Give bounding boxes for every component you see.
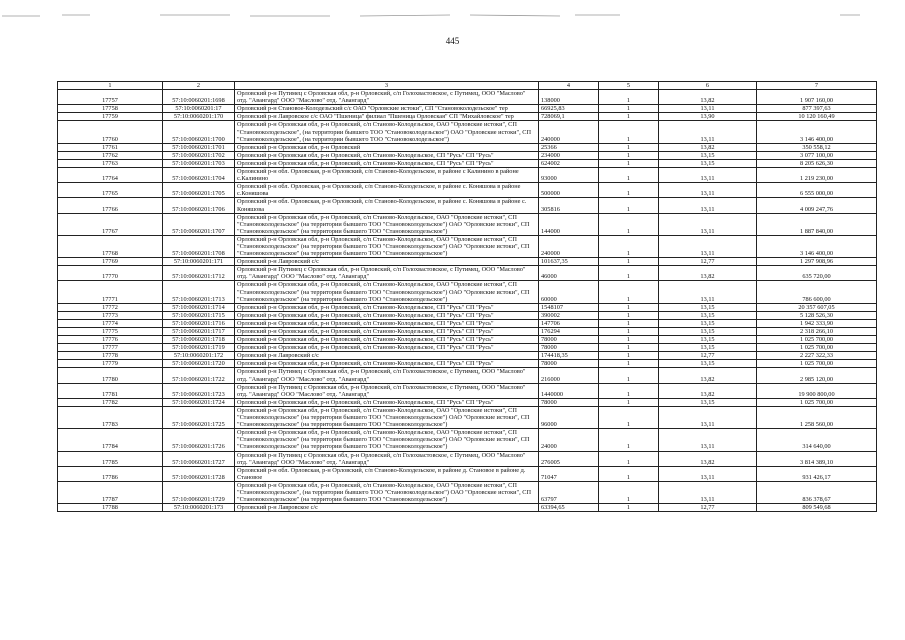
location-description: Орловский р-н Орловская обл, р-н Орловский, с/п Станово-Колодезьское, СП "Русь" СП "Русь" bbox=[235, 303, 539, 311]
cadastral-number: 57:10:0060201:1700 bbox=[163, 121, 235, 143]
cadastral-value: 4 009 247,76 bbox=[757, 198, 877, 213]
rate-value: 13,11 bbox=[659, 121, 757, 143]
location-description: Орловский р-н Орловская обл, р-н Орловский, с/п Станово-Колодезьское, ОАО "Орловские истоки", СП "Становоколодезьское", (на территории бывшего ТОО "Становоколодезьское") ОАО "Орловские истоки", СП "Становоколодезьское", (на территории бывшего ТОО "Становоколодезьское") bbox=[235, 121, 539, 143]
table-row bbox=[58, 113, 877, 121]
count-value: 1 bbox=[599, 360, 659, 368]
table-row bbox=[58, 481, 877, 503]
row-number: 17778 bbox=[58, 352, 163, 360]
location-description: Орловский р-н Орловская обл, р-н Орловский, с/п Станово-Колодезьское, ОАО "Орловские истоки", СП "Становоколодезьское" (на территории бывшего ТОО "Становоколодезьское") ОАО "Орловские истоки", СП "Становоколодезьское" (на территории бывшего ТОО "Становоколодезьское") bbox=[235, 235, 539, 257]
cadastral-value: 20 357 607,05 bbox=[757, 303, 877, 311]
cadastral-number: 57:10:0060201:172 bbox=[163, 352, 235, 360]
count-value: 1 bbox=[599, 451, 659, 466]
rate-value: 13,15 bbox=[659, 360, 757, 368]
cadastral-number: 57:10:0060201:1718 bbox=[163, 336, 235, 344]
rate-value: 13,11 bbox=[659, 429, 757, 451]
row-number: 17771 bbox=[58, 281, 163, 303]
table-row bbox=[58, 451, 877, 466]
location-description: Орловский р-н обл. Орловская, р-н Орловский, с/п Станово-Колодезьское, в районе с. Коняшова в районе с. Коняшова bbox=[235, 198, 539, 213]
table-row bbox=[58, 383, 877, 398]
location-description: Орловский р-н Орловская обл, р-н Орловский, с/п Станово-Колодезьское, СП "Русь" СП "Русь" bbox=[235, 328, 539, 336]
location-description: Орловский р-н Лавровский с/с bbox=[235, 258, 539, 266]
cadastral-value: 1 025 700,00 bbox=[757, 398, 877, 406]
cadastral-value: 1 907 160,00 bbox=[757, 90, 877, 105]
location-description: Орловский р-н Орловская обл, р-н Орловский, с/п Станово-Колодезьское, СП "Русь" СП "Русь" bbox=[235, 311, 539, 319]
count-value: 1 bbox=[599, 258, 659, 266]
area-value: 390002 bbox=[539, 311, 599, 319]
cadastral-number: 57:10:0060201:17 bbox=[163, 105, 235, 113]
row-number: 17784 bbox=[58, 429, 163, 451]
cadastral-number: 57:10:0060201:1714 bbox=[163, 303, 235, 311]
registry-table bbox=[57, 81, 877, 512]
rate-value: 13,15 bbox=[659, 303, 757, 311]
rate-value: 13,15 bbox=[659, 398, 757, 406]
cadastral-number: 57:10:0060201:1723 bbox=[163, 383, 235, 398]
area-value: 240000 bbox=[539, 121, 599, 143]
cadastral-value: 877 397,63 bbox=[757, 105, 877, 113]
cadastral-value: 2 227 322,33 bbox=[757, 352, 877, 360]
col-header-2: 2 bbox=[163, 82, 235, 90]
cadastral-number: 57:10:0060201:1701 bbox=[163, 143, 235, 151]
table-row bbox=[58, 105, 877, 113]
row-number: 17759 bbox=[58, 113, 163, 121]
table-row bbox=[58, 336, 877, 344]
rate-value: 13,82 bbox=[659, 368, 757, 383]
cadastral-value: 836 378,67 bbox=[757, 481, 877, 503]
table-row bbox=[58, 466, 877, 481]
rate-value: 13,11 bbox=[659, 235, 757, 257]
cadastral-number: 57:10:0060201:173 bbox=[163, 504, 235, 512]
area-value: 728069,1 bbox=[539, 113, 599, 121]
location-description: Орловский р-н Орловская обл, р-н Орловский, с/п Станово-Колодезьское, СП "Русь" СП "Русь" bbox=[235, 319, 539, 327]
cadastral-value: 1 297 908,96 bbox=[757, 258, 877, 266]
area-value: 240000 bbox=[539, 235, 599, 257]
table-body bbox=[58, 90, 877, 512]
area-value: 276005 bbox=[539, 451, 599, 466]
area-value: 25366 bbox=[539, 143, 599, 151]
cadastral-number: 57:10:0060201:1720 bbox=[163, 360, 235, 368]
location-description: Орловский р-н Орловская обл, р-н Орловский, с/п Станово-Колодезьское, СП "Русь" СП "Русь" bbox=[235, 398, 539, 406]
area-value: 78000 bbox=[539, 344, 599, 352]
cadastral-number: 57:10:0060201:170 bbox=[163, 113, 235, 121]
table-row bbox=[58, 258, 877, 266]
rate-value: 13,82 bbox=[659, 143, 757, 151]
location-description: Орловский р-н Путимец с Орловская обл, р-н Орловский, с/п Голохвастовское, с Путимец, ООО "Маслово" отд. "Авангард" ООО "Маслово" отд. "Авангард" bbox=[235, 266, 539, 281]
rate-value: 13,15 bbox=[659, 336, 757, 344]
cadastral-value: 931 426,17 bbox=[757, 466, 877, 481]
col-header-6: 6 bbox=[659, 82, 757, 90]
count-value: 1 bbox=[599, 466, 659, 481]
cadastral-number: 57:10:0060201:1698 bbox=[163, 90, 235, 105]
count-value: 1 bbox=[599, 303, 659, 311]
rate-value: 13,15 bbox=[659, 344, 757, 352]
rate-value: 13,11 bbox=[659, 168, 757, 183]
count-value: 1 bbox=[599, 151, 659, 159]
location-description: Орловский р-н Путимец с Орловская обл, р-н Орловский, с/п Голохвастовское, с Путимец, ООО "Маслово" отд. "Авангард" ООО "Маслово" отд. "Авангард" bbox=[235, 368, 539, 383]
row-number: 17763 bbox=[58, 159, 163, 167]
location-description: Орловский р-н Орловская обл, р-н Орловский, с/п Станово-Колодезьское, ОАО "Орловские истоки", СП "Становоколодезьское" (на территории бывшего ТОО "Становоколодезьское") ОАО "Орловские истоки", СП "Становоколодезьское" (на территории бывшего ТОО "Становоколодезьское") bbox=[235, 281, 539, 303]
registry-table-container bbox=[57, 81, 876, 512]
cadastral-number: 57:10:0060201:1713 bbox=[163, 281, 235, 303]
cadastral-value: 350 558,12 bbox=[757, 143, 877, 151]
rate-value: 13,15 bbox=[659, 328, 757, 336]
count-value: 1 bbox=[599, 168, 659, 183]
count-value: 1 bbox=[599, 105, 659, 113]
area-value: 71047 bbox=[539, 466, 599, 481]
table-row bbox=[58, 143, 877, 151]
table-row bbox=[58, 121, 877, 143]
count-value: 1 bbox=[599, 319, 659, 327]
cadastral-number: 57:10:0060201:171 bbox=[163, 258, 235, 266]
cadastral-value: 1 219 230,00 bbox=[757, 168, 877, 183]
count-value: 1 bbox=[599, 336, 659, 344]
cadastral-number: 57:10:0060201:1715 bbox=[163, 311, 235, 319]
cadastral-value: 1 942 333,90 bbox=[757, 319, 877, 327]
cadastral-value: 5 128 526,30 bbox=[757, 311, 877, 319]
cadastral-value: 10 120 160,49 bbox=[757, 113, 877, 121]
table-row bbox=[58, 213, 877, 235]
cadastral-value: 1 258 560,00 bbox=[757, 406, 877, 428]
rate-value: 13,15 bbox=[659, 311, 757, 319]
count-value: 1 bbox=[599, 113, 659, 121]
count-value: 1 bbox=[599, 183, 659, 198]
table-row bbox=[58, 159, 877, 167]
cadastral-value: 635 720,00 bbox=[757, 266, 877, 281]
header-row bbox=[58, 82, 877, 90]
cadastral-value: 1 025 700,00 bbox=[757, 336, 877, 344]
cadastral-value: 1 887 840,00 bbox=[757, 213, 877, 235]
row-number: 17781 bbox=[58, 383, 163, 398]
count-value: 1 bbox=[599, 344, 659, 352]
count-value: 1 bbox=[599, 143, 659, 151]
area-value: 78000 bbox=[539, 360, 599, 368]
count-value: 1 bbox=[599, 398, 659, 406]
col-header-4: 4 bbox=[539, 82, 599, 90]
table-row bbox=[58, 235, 877, 257]
location-description: Орловский р-н Орловская обл, р-н Орловский, с/п Станово-Колодезьское, СП "Русь" СП "Русь" bbox=[235, 360, 539, 368]
rate-value: 13,15 bbox=[659, 319, 757, 327]
row-number: 17765 bbox=[58, 183, 163, 198]
cadastral-number: 57:10:0060201:1717 bbox=[163, 328, 235, 336]
location-description: Орловский р-н Лавровское с/с ОАО "Пшеница" филиал "Пшеница Орловская" СП "Михайловское" тер bbox=[235, 113, 539, 121]
cadastral-number: 57:10:0060201:1716 bbox=[163, 319, 235, 327]
row-number: 17760 bbox=[58, 121, 163, 143]
table-row bbox=[58, 368, 877, 383]
area-value: 144000 bbox=[539, 213, 599, 235]
cadastral-value: 19 900 800,00 bbox=[757, 383, 877, 398]
cadastral-value: 2 318 266,10 bbox=[757, 328, 877, 336]
table-row bbox=[58, 151, 877, 159]
count-value: 1 bbox=[599, 352, 659, 360]
row-number: 17785 bbox=[58, 451, 163, 466]
cadastral-number: 57:10:0060201:1725 bbox=[163, 406, 235, 428]
row-number: 17773 bbox=[58, 311, 163, 319]
area-value: 78000 bbox=[539, 398, 599, 406]
rate-value: 13,11 bbox=[659, 481, 757, 503]
area-value: 176294 bbox=[539, 328, 599, 336]
cadastral-value: 3 814 389,10 bbox=[757, 451, 877, 466]
location-description: Орловский р-н обл. Орловская, р-н Орловский, с/п Станово-Колодезьское, в районе с Калинино в районе с.Калинино bbox=[235, 168, 539, 183]
area-value: 60000 bbox=[539, 281, 599, 303]
col-header-5: 5 bbox=[599, 82, 659, 90]
table-row bbox=[58, 311, 877, 319]
location-description: Орловский р-н Лавровское с/с bbox=[235, 504, 539, 512]
cadastral-number: 57:10:0060201:1726 bbox=[163, 429, 235, 451]
row-number: 17774 bbox=[58, 319, 163, 327]
area-value: 138000 bbox=[539, 90, 599, 105]
rate-value: 12,77 bbox=[659, 504, 757, 512]
cadastral-value: 314 640,00 bbox=[757, 429, 877, 451]
count-value: 1 bbox=[599, 266, 659, 281]
count-value: 1 bbox=[599, 383, 659, 398]
cadastral-number: 57:10:0060201:1722 bbox=[163, 368, 235, 383]
row-number: 17775 bbox=[58, 328, 163, 336]
cadastral-number: 57:10:0060201:1719 bbox=[163, 344, 235, 352]
table-row bbox=[58, 352, 877, 360]
area-value: 1440000 bbox=[539, 383, 599, 398]
row-number: 17762 bbox=[58, 151, 163, 159]
cadastral-number: 57:10:0060201:1706 bbox=[163, 198, 235, 213]
table-row bbox=[58, 183, 877, 198]
rate-value: 13,11 bbox=[659, 466, 757, 481]
area-value: 96000 bbox=[539, 406, 599, 428]
area-value: 46000 bbox=[539, 266, 599, 281]
area-value: 234000 bbox=[539, 151, 599, 159]
row-number: 17767 bbox=[58, 213, 163, 235]
rate-value: 12,77 bbox=[659, 352, 757, 360]
row-number: 17757 bbox=[58, 90, 163, 105]
area-value: 1548107 bbox=[539, 303, 599, 311]
row-number: 17780 bbox=[58, 368, 163, 383]
table-row bbox=[58, 504, 877, 512]
row-number: 17782 bbox=[58, 398, 163, 406]
cadastral-value: 809 549,68 bbox=[757, 504, 877, 512]
area-value: 63394,65 bbox=[539, 504, 599, 512]
location-description: Орловский р-н Орловская обл, р-н Орловский, с/п Станово-Колодезьское, СП "Русь" СП "Русь" bbox=[235, 151, 539, 159]
cadastral-number: 57:10:0060201:1702 bbox=[163, 151, 235, 159]
count-value: 1 bbox=[599, 311, 659, 319]
table-row bbox=[58, 319, 877, 327]
scan-header-noise bbox=[0, 0, 905, 22]
cadastral-number: 57:10:0060201:1729 bbox=[163, 481, 235, 503]
count-value: 1 bbox=[599, 481, 659, 503]
location-description: Орловский р-н Орловская обл, р-н Орловский, с/п Станово-Колодезьское, ОАО "Орловские истоки", СП "Становоколодезьское" (на территории бывшего ТОО "Становоколодезьское") ОАО "Орловские истоки", СП "Становоколодезьское" (на территории бывшего ТОО "Становоколодезьское") bbox=[235, 406, 539, 428]
count-value: 1 bbox=[599, 159, 659, 167]
cadastral-value: 3 146 400,00 bbox=[757, 121, 877, 143]
row-number: 17769 bbox=[58, 258, 163, 266]
count-value: 1 bbox=[599, 406, 659, 428]
cadastral-number: 57:10:0060201:1708 bbox=[163, 235, 235, 257]
row-number: 17786 bbox=[58, 466, 163, 481]
rate-value: 13,82 bbox=[659, 90, 757, 105]
rate-value: 13,11 bbox=[659, 183, 757, 198]
page-number: 445 bbox=[445, 36, 460, 46]
count-value: 1 bbox=[599, 281, 659, 303]
table-row bbox=[58, 328, 877, 336]
location-description: Орловский р-н Орловская обл, р-н Орловский, с/п Станово-Колодезьское, ОАО "Орловские истоки", СП "Становоколодезьское" (на территории бывшего ТОО "Становоколодезьское") ОАО "Орловские истоки", СП "Становоколодезьское" (на территории бывшего ТОО "Становоколодезьское") bbox=[235, 429, 539, 451]
rate-value: 13,11 bbox=[659, 105, 757, 113]
table-row bbox=[58, 266, 877, 281]
cadastral-value: 8 205 626,30 bbox=[757, 159, 877, 167]
table-row bbox=[58, 303, 877, 311]
cadastral-value: 2 985 120,00 bbox=[757, 368, 877, 383]
area-value: 147706 bbox=[539, 319, 599, 327]
location-description: Орловский р-н Орловская обл, р-н Орловский bbox=[235, 143, 539, 151]
table-row bbox=[58, 90, 877, 105]
rate-value: 13,82 bbox=[659, 266, 757, 281]
rate-value: 13,82 bbox=[659, 451, 757, 466]
row-number: 17770 bbox=[58, 266, 163, 281]
cadastral-number: 57:10:0060201:1724 bbox=[163, 398, 235, 406]
rate-value: 13,11 bbox=[659, 213, 757, 235]
cadastral-number: 57:10:0060201:1712 bbox=[163, 266, 235, 281]
row-number: 17779 bbox=[58, 360, 163, 368]
location-description: Орловский р-н Путимец с Орловская обл, р-н Орловский, с/п Голохвастовское, с Путимец, ООО "Маслово" отд. "Авангард" ООО "Маслово" отд. "Авангард" bbox=[235, 90, 539, 105]
row-number: 17758 bbox=[58, 105, 163, 113]
count-value: 1 bbox=[599, 368, 659, 383]
count-value: 1 bbox=[599, 198, 659, 213]
cadastral-value: 6 555 000,00 bbox=[757, 183, 877, 198]
cadastral-number: 57:10:0060201:1703 bbox=[163, 159, 235, 167]
row-number: 17768 bbox=[58, 235, 163, 257]
col-header-7: 7 bbox=[757, 82, 877, 90]
row-number: 17772 bbox=[58, 303, 163, 311]
count-value: 1 bbox=[599, 213, 659, 235]
area-value: 216000 bbox=[539, 368, 599, 383]
area-value: 24000 bbox=[539, 429, 599, 451]
row-number: 17783 bbox=[58, 406, 163, 428]
table-row bbox=[58, 398, 877, 406]
table-row bbox=[58, 360, 877, 368]
rate-value: 13,15 bbox=[659, 159, 757, 167]
location-description: Орловский р-н Орловская обл, р-н Орловский, с/п Станово-Колодезьское, СП "Русь" СП "Русь" bbox=[235, 159, 539, 167]
count-value: 1 bbox=[599, 328, 659, 336]
cadastral-number: 57:10:0060201:1705 bbox=[163, 183, 235, 198]
area-value: 305816 bbox=[539, 198, 599, 213]
count-value: 1 bbox=[599, 121, 659, 143]
cadastral-value: 1 025 700,00 bbox=[757, 360, 877, 368]
cadastral-number: 57:10:0060201:1707 bbox=[163, 213, 235, 235]
location-description: Орловский р-н обл. Орловская, р-н Орловский, с/п Станово-Колодезьское, в районе с. Коняшова в районе с.Коняшова bbox=[235, 183, 539, 198]
table-row bbox=[58, 406, 877, 428]
location-description: Орловский р-н Путимец с Орловская обл, р-н Орловский, с/п Голохвастовское, с Путимец, ООО "Маслово" отд. "Авангард" ООО "Маслово" отд. "Авангард" bbox=[235, 451, 539, 466]
location-description: Орловский р-н Становое-Колодезьский с/с ОАО "Орловские истоки", СП "Становоколодезьское" тер bbox=[235, 105, 539, 113]
col-header-3: 3 bbox=[235, 82, 539, 90]
cadastral-value: 3 146 400,00 bbox=[757, 235, 877, 257]
area-value: 78000 bbox=[539, 336, 599, 344]
area-value: 101637,35 bbox=[539, 258, 599, 266]
table-row bbox=[58, 168, 877, 183]
cadastral-value: 786 600,00 bbox=[757, 281, 877, 303]
table-row bbox=[58, 198, 877, 213]
row-number: 17788 bbox=[58, 504, 163, 512]
count-value: 1 bbox=[599, 90, 659, 105]
location-description: Орловский р-н Лавровский с/с bbox=[235, 352, 539, 360]
area-value: 174418,35 bbox=[539, 352, 599, 360]
table-row bbox=[58, 281, 877, 303]
table-row bbox=[58, 429, 877, 451]
cadastral-value: 3 077 100,00 bbox=[757, 151, 877, 159]
area-value: 500000 bbox=[539, 183, 599, 198]
location-description: Орловский р-н Путимец с Орловская обл, р-н Орловский, с/п Голохвастовское, с Путимец, ООО "Маслово" отд. "Авангард" ООО "Маслово" отд. "Авангард" bbox=[235, 383, 539, 398]
cadastral-number: 57:10:0060201:1704 bbox=[163, 168, 235, 183]
rate-value: 13,82 bbox=[659, 383, 757, 398]
count-value: 1 bbox=[599, 235, 659, 257]
cadastral-value: 1 025 700,00 bbox=[757, 344, 877, 352]
table-row bbox=[58, 344, 877, 352]
rate-value: 13,90 bbox=[659, 113, 757, 121]
row-number: 17764 bbox=[58, 168, 163, 183]
location-description: Орловский р-н Орловская обл, р-н Орловский, с/п Станово-Колодезьское, ОАО "Орловские истоки", СП "Становоколодезьское", (на территории бывшего ТОО "Становоколодезьское") ОАО "Орловские истоки", СП "Становоколодезьское" (на территории бывшего ТОО "Становоколодезьское") bbox=[235, 481, 539, 503]
location-description: Орловский р-н обл. Орловская, р-н Орловский, с/п Станово-Колодезьское, в районе д. Становое в районе д. Становое bbox=[235, 466, 539, 481]
row-number: 17777 bbox=[58, 344, 163, 352]
location-description: Орловский р-н Орловская обл, р-н Орловский, с/п Станово-Колодезьское, СП "Русь" СП "Русь" bbox=[235, 336, 539, 344]
rate-value: 13,15 bbox=[659, 151, 757, 159]
row-number: 17776 bbox=[58, 336, 163, 344]
area-value: 624002 bbox=[539, 159, 599, 167]
count-value: 1 bbox=[599, 429, 659, 451]
col-header-1: 1 bbox=[58, 82, 163, 90]
area-value: 93000 bbox=[539, 168, 599, 183]
location-description: Орловский р-н Орловская обл, р-н Орловский, с/п Станово-Колодезьское, СП "Русь" СП "Русь" bbox=[235, 344, 539, 352]
row-number: 17761 bbox=[58, 143, 163, 151]
rate-value: 13,11 bbox=[659, 406, 757, 428]
rate-value: 13,11 bbox=[659, 281, 757, 303]
count-value: 1 bbox=[599, 504, 659, 512]
cadastral-number: 57:10:0060201:1728 bbox=[163, 466, 235, 481]
row-number: 17787 bbox=[58, 481, 163, 503]
cadastral-number: 57:10:0060201:1727 bbox=[163, 451, 235, 466]
row-number: 17766 bbox=[58, 198, 163, 213]
rate-value: 12,77 bbox=[659, 258, 757, 266]
rate-value: 13,11 bbox=[659, 198, 757, 213]
area-value: 66925,83 bbox=[539, 105, 599, 113]
location-description: Орловский р-н Орловская обл, р-н Орловский, с/п Станово-Колодезьское, ОАО "Орловские истоки", СП "Становоколодезьское" (на территории бывшего ТОО "Становоколодезьское") ОАО "Орловские истоки", СП "Становоколодезьское" (на территории бывшего ТОО "Становоколодезьское") bbox=[235, 213, 539, 235]
area-value: 63797 bbox=[539, 481, 599, 503]
